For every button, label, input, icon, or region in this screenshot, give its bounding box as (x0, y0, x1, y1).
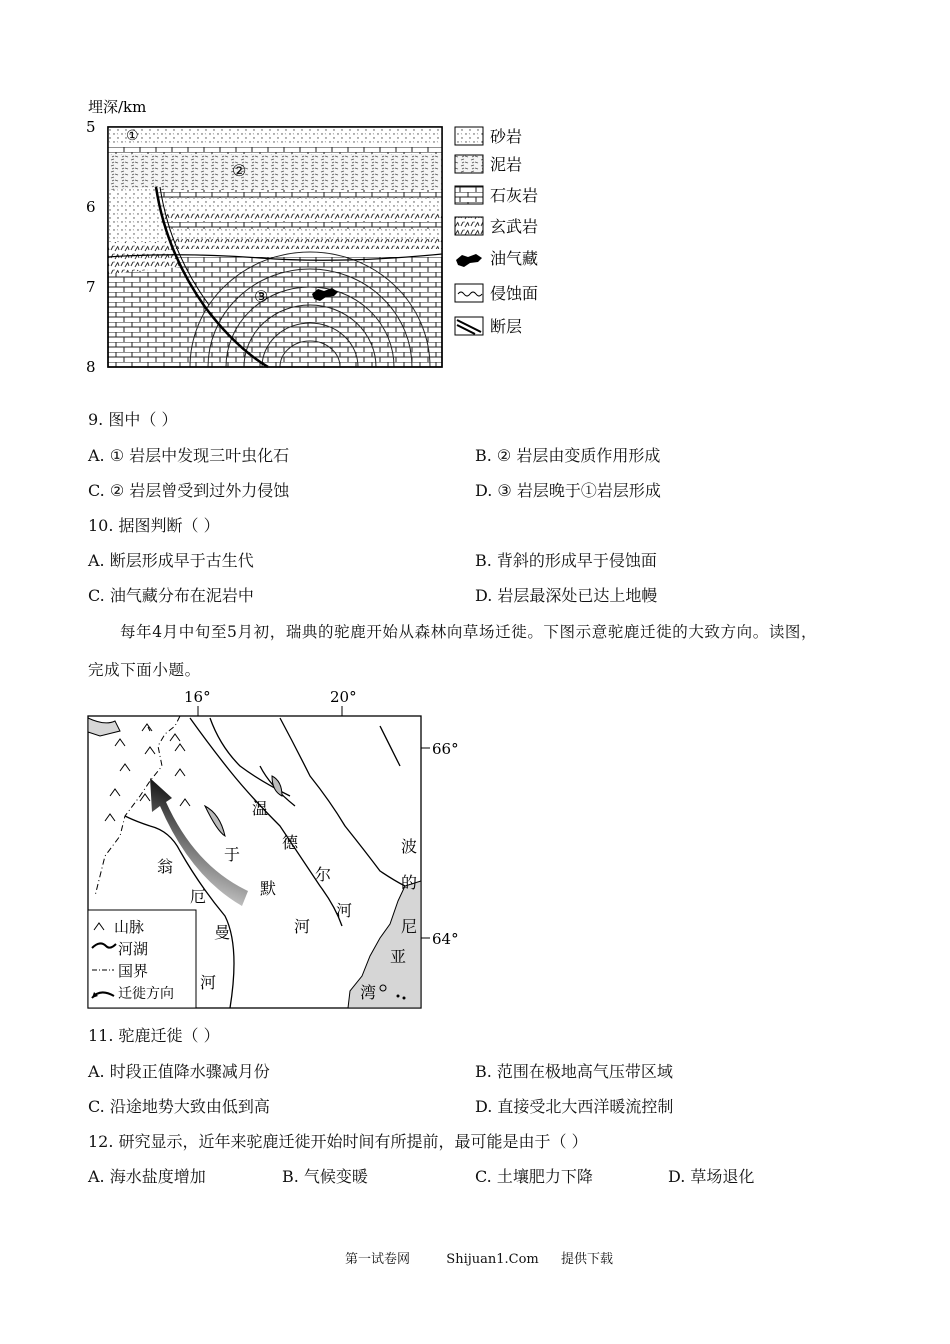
oil-reservoir-icon (456, 254, 482, 267)
question-12-stem: 12. 研究显示，近年来驼鹿迁徙开始时间有所提前，最可能是由于（ ） (88, 1132, 588, 1151)
label-ni: 尼 (401, 917, 418, 936)
legend-mudstone: 泥岩 (490, 155, 523, 174)
footer-site: 第一试卷网 (345, 1252, 411, 1267)
label-bo: 波 (401, 837, 418, 856)
y-tick-8: 8 (86, 358, 96, 376)
y-tick-7: 7 (86, 278, 96, 296)
label-mo: 默 (260, 879, 277, 898)
legend-sandstone: 砂岩 (490, 127, 523, 146)
legend-migration: 迁徙方向 (118, 986, 174, 1002)
label-man: 曼 (214, 923, 231, 942)
y-tick-5: 5 (86, 118, 96, 136)
q10-option-c[interactable]: C. 油气藏分布在泥岩中 (88, 586, 254, 605)
section-body (108, 127, 442, 367)
q9-option-b[interactable]: B. ② 岩层由变质作用形成 (475, 446, 661, 465)
map-svg (80, 686, 480, 1016)
label-de2: 的 (401, 873, 418, 892)
question-9-stem: 9. 图中（ ） (88, 410, 178, 429)
intro-line-2: 完成下面小题。 (88, 661, 201, 679)
legend-basalt: 玄武岩 (490, 217, 539, 236)
footer-note: 提供下载 (561, 1252, 614, 1267)
lon-16: 16° (184, 688, 211, 706)
y-tick-6: 6 (86, 198, 96, 216)
geologic-section-figure (80, 92, 560, 382)
layer-label-3: ③ (254, 287, 269, 306)
label-he3: 河 (200, 973, 217, 992)
legend-river: 河湖 (118, 940, 149, 958)
label-ya: 亚 (390, 947, 407, 966)
reindeer-migration-map (80, 686, 480, 1016)
q12-option-a[interactable]: A. 海水盐度增加 (88, 1167, 206, 1186)
label-de: 德 (282, 833, 299, 852)
q11-option-d[interactable]: D. 直接受北大西洋暖流控制 (475, 1097, 674, 1116)
legend-mountain: 山脉 (114, 918, 145, 936)
footer-domain[interactable]: Shijuan1.Com (446, 1252, 539, 1267)
label-he2: 河 (294, 917, 311, 936)
q12-option-b[interactable]: B. 气候变暖 (282, 1167, 368, 1186)
q11-option-c[interactable]: C. 沿途地势大致由低到高 (88, 1097, 270, 1116)
footer (345, 1248, 613, 1267)
legend-limestone: 石灰岩 (490, 186, 539, 205)
lat-64: 64° (432, 930, 459, 948)
question-11-stem: 11. 驼鹿迁徙（ ） (88, 1026, 220, 1045)
legend-erosion: 侵蚀面 (490, 284, 539, 303)
lon-20: 20° (330, 688, 357, 706)
layer-label-1: ① (126, 128, 139, 144)
question-10-stem: 10. 据图判断（ ） (88, 516, 220, 535)
legend-border: 国界 (118, 962, 149, 980)
label-e: 厄 (190, 887, 207, 906)
label-yu: 于 (224, 845, 241, 864)
y-ticks (86, 118, 96, 376)
q10-option-b[interactable]: B. 背斜的形成早于侵蚀面 (475, 551, 657, 570)
map-legend (88, 910, 196, 1008)
q10-option-a[interactable]: A. 断层形成早于古生代 (88, 551, 254, 570)
q9-option-a[interactable]: A. ① 岩层中发现三叶虫化石 (88, 446, 290, 465)
q11-option-b[interactable]: B. 范围在极地高气压带区域 (475, 1062, 673, 1081)
label-er: 尔 (315, 865, 332, 884)
q12-option-d[interactable]: D. 草场退化 (668, 1167, 755, 1186)
label-he1: 河 (336, 901, 353, 920)
intro-line-1: 每年4月中旬至5月初，瑞典的驼鹿开始从森林向草场迁徙。下图示意驼鹿迁徙的大致方向。读图， (120, 623, 818, 641)
y-axis-label: 埋深/km (88, 98, 147, 116)
label-weng: 翁 (157, 857, 174, 876)
figure1-legend (455, 127, 538, 336)
q10-option-d[interactable]: D. 岩层最深处已达上地幔 (475, 586, 658, 605)
legend-fault: 断层 (490, 317, 523, 336)
legend-oil: 油气藏 (490, 249, 539, 268)
q9-option-c[interactable]: C. ② 岩层曾受到过外力侵蚀 (88, 481, 290, 500)
geologic-section-svg (80, 92, 560, 382)
label-wan: 湾 (360, 983, 377, 1002)
q12-option-c[interactable]: C. 土壤肥力下降 (475, 1167, 593, 1186)
lat-66: 66° (432, 740, 459, 758)
q11-option-a[interactable]: A. 时段正值降水骤减月份 (88, 1062, 270, 1081)
layer-label-2: ② (232, 161, 247, 180)
q9-option-d[interactable]: D. ③ 岩层晚于①岩层形成 (475, 481, 661, 500)
label-wen: 温 (252, 799, 269, 818)
